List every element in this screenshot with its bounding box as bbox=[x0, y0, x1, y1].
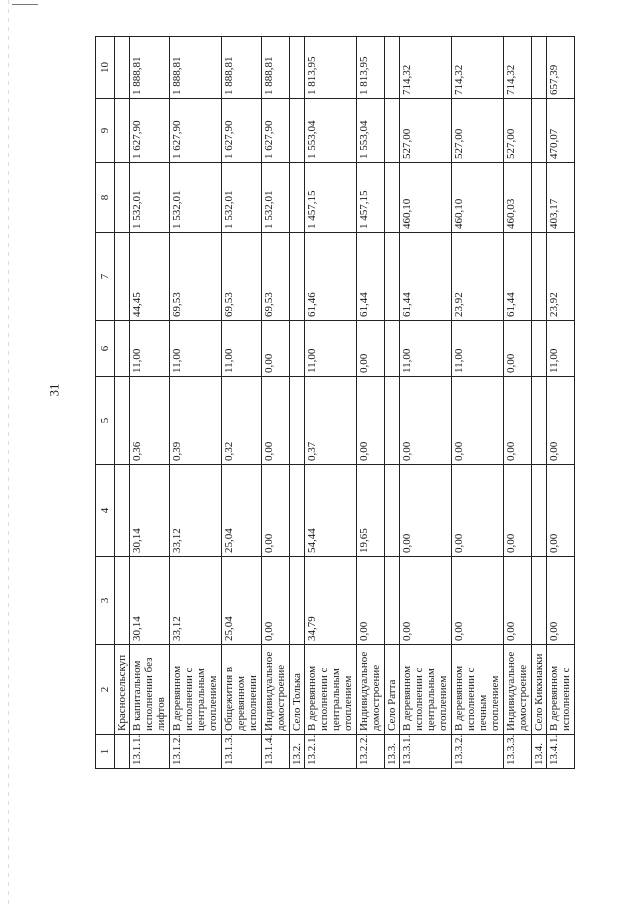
value-cell: 23,92 bbox=[547, 233, 575, 321]
value-cell bbox=[115, 377, 130, 465]
value-cell: 0,00 bbox=[547, 557, 575, 645]
value-cell: 1 888,81 bbox=[222, 37, 262, 99]
value-cell bbox=[289, 377, 304, 465]
value-cell: 0,00 bbox=[547, 377, 575, 465]
row-description-cell: В деревянном исполнении с центральным отоплением bbox=[400, 645, 452, 735]
value-cell: 11,00 bbox=[452, 321, 504, 377]
value-cell: 30,14 bbox=[130, 465, 170, 557]
value-cell: 33,12 bbox=[170, 557, 222, 645]
row-description-cell: Село Киккиакки bbox=[531, 645, 546, 735]
value-cell: 1 532,01 bbox=[222, 163, 262, 233]
value-cell: 470,07 bbox=[547, 99, 575, 163]
value-cell bbox=[384, 163, 399, 233]
value-cell: 460,10 bbox=[400, 163, 452, 233]
table-row bbox=[222, 37, 262, 769]
row-description-cell: Село Ратта bbox=[384, 645, 399, 735]
column-header-3: 3 bbox=[96, 557, 115, 645]
column-header-1: 1 bbox=[96, 735, 115, 769]
value-cell: 0,00 bbox=[504, 321, 532, 377]
value-cell: 0,00 bbox=[400, 557, 452, 645]
value-cell bbox=[531, 233, 546, 321]
value-cell: 0,00 bbox=[504, 377, 532, 465]
value-cell: 61,44 bbox=[504, 233, 532, 321]
value-cell bbox=[531, 163, 546, 233]
row-description-cell: Индивидуальное домостроение bbox=[504, 645, 532, 735]
value-cell: 61,46 bbox=[305, 233, 357, 321]
value-cell bbox=[531, 99, 546, 163]
column-header-10: 10 bbox=[96, 37, 115, 99]
column-header-4: 4 bbox=[96, 465, 115, 557]
table-row bbox=[115, 37, 130, 769]
value-cell: 11,00 bbox=[400, 321, 452, 377]
value-cell bbox=[384, 377, 399, 465]
scan-mark bbox=[12, 4, 38, 5]
value-cell bbox=[115, 465, 130, 557]
value-cell: 25,04 bbox=[222, 465, 262, 557]
value-cell bbox=[384, 99, 399, 163]
value-cell: 1 553,04 bbox=[357, 99, 385, 163]
row-code-cell bbox=[115, 735, 130, 769]
value-cell: 11,00 bbox=[130, 321, 170, 377]
row-code-cell: 13.3.3. bbox=[504, 735, 532, 769]
value-cell: 11,00 bbox=[170, 321, 222, 377]
value-cell: 61,44 bbox=[357, 233, 385, 321]
value-cell: 0,00 bbox=[504, 465, 532, 557]
value-cell bbox=[531, 321, 546, 377]
value-cell: 0,00 bbox=[262, 321, 290, 377]
value-cell: 0,00 bbox=[504, 557, 532, 645]
value-cell: 1 627,90 bbox=[262, 99, 290, 163]
scan-edge bbox=[8, 0, 9, 905]
value-cell: 527,00 bbox=[504, 99, 532, 163]
row-description-cell: Село Толька bbox=[289, 645, 304, 735]
value-cell: 11,00 bbox=[305, 321, 357, 377]
value-cell: 69,53 bbox=[222, 233, 262, 321]
row-code-cell: 13.4.1. bbox=[547, 735, 575, 769]
row-description-cell: Красносельскуп bbox=[115, 645, 130, 735]
column-header-7: 7 bbox=[96, 233, 115, 321]
value-cell: 1 813,95 bbox=[357, 37, 385, 99]
value-cell: 0,00 bbox=[357, 321, 385, 377]
table-row bbox=[289, 37, 304, 769]
table-row bbox=[262, 37, 290, 769]
row-code-cell: 13.1.3. bbox=[222, 735, 262, 769]
value-cell: 0,00 bbox=[400, 465, 452, 557]
value-cell: 460,03 bbox=[504, 163, 532, 233]
value-cell: 657,39 bbox=[547, 37, 575, 99]
value-cell: 527,00 bbox=[400, 99, 452, 163]
row-description-cell: В деревянном исполнении с центральным отоплением bbox=[170, 645, 222, 735]
value-cell: 1 627,90 bbox=[222, 99, 262, 163]
value-cell: 1 457,15 bbox=[357, 163, 385, 233]
value-cell: 0,00 bbox=[400, 377, 452, 465]
row-code-cell: 13.1.2. bbox=[170, 735, 222, 769]
table-row bbox=[305, 37, 357, 769]
row-description-cell: В деревянном исполнении с печным отоплением bbox=[452, 645, 504, 735]
value-cell: 33,12 bbox=[170, 465, 222, 557]
value-cell: 0,00 bbox=[262, 377, 290, 465]
value-cell bbox=[289, 99, 304, 163]
value-cell: 0,00 bbox=[452, 377, 504, 465]
row-description-cell: В капитальном исполнении без лифтов bbox=[130, 645, 170, 735]
value-cell: 527,00 bbox=[452, 99, 504, 163]
table-row bbox=[130, 37, 170, 769]
value-cell: 714,32 bbox=[504, 37, 532, 99]
value-cell: 0,00 bbox=[357, 377, 385, 465]
row-code-cell: 13.3.1. bbox=[400, 735, 452, 769]
value-cell: 0,00 bbox=[357, 557, 385, 645]
value-cell bbox=[289, 321, 304, 377]
page-number: 31 bbox=[46, 383, 62, 397]
value-cell: 714,32 bbox=[400, 37, 452, 99]
value-cell: 69,53 bbox=[170, 233, 222, 321]
row-description-cell: Индивидуальное домостроение bbox=[262, 645, 290, 735]
table-row bbox=[170, 37, 222, 769]
value-cell bbox=[384, 557, 399, 645]
row-description-cell: Индивидуальное домостроение bbox=[357, 645, 385, 735]
row-code-cell: 13.1.4. bbox=[262, 735, 290, 769]
value-cell bbox=[115, 557, 130, 645]
value-cell: 1 532,01 bbox=[130, 163, 170, 233]
row-code-cell: 13.3.2. bbox=[452, 735, 504, 769]
table-row bbox=[531, 37, 546, 769]
value-cell: 0,00 bbox=[452, 557, 504, 645]
value-cell bbox=[531, 557, 546, 645]
column-header-8: 8 bbox=[96, 163, 115, 233]
row-code-cell: 13.3. bbox=[384, 735, 399, 769]
value-cell: 44,45 bbox=[130, 233, 170, 321]
value-cell bbox=[384, 233, 399, 321]
row-description-cell: В деревянном исполнении с bbox=[547, 645, 575, 735]
value-cell bbox=[289, 465, 304, 557]
value-cell bbox=[115, 99, 130, 163]
value-cell: 0,32 bbox=[222, 377, 262, 465]
value-cell bbox=[384, 37, 399, 99]
value-cell: 69,53 bbox=[262, 233, 290, 321]
table-row bbox=[400, 37, 452, 769]
value-cell: 11,00 bbox=[547, 321, 575, 377]
value-cell: 1 532,01 bbox=[262, 163, 290, 233]
value-cell: 1 627,90 bbox=[170, 99, 222, 163]
value-cell: 61,44 bbox=[400, 233, 452, 321]
row-description-cell: Общежития в деревянном исполнении bbox=[222, 645, 262, 735]
value-cell: 714,32 bbox=[452, 37, 504, 99]
column-header-6: 6 bbox=[96, 321, 115, 377]
value-cell: 11,00 bbox=[222, 321, 262, 377]
row-code-cell: 13.4. bbox=[531, 735, 546, 769]
table-row bbox=[452, 37, 504, 769]
row-description-cell: В деревянном исполнении с центральным отоплением bbox=[305, 645, 357, 735]
row-code-cell: 13.2.1. bbox=[305, 735, 357, 769]
rotated-table-area bbox=[95, 37, 575, 769]
value-cell bbox=[531, 465, 546, 557]
value-cell: 460,10 bbox=[452, 163, 504, 233]
row-code-cell: 13.2. bbox=[289, 735, 304, 769]
value-cell bbox=[531, 37, 546, 99]
table-row bbox=[547, 37, 575, 769]
row-code-cell: 13.2.2. bbox=[357, 735, 385, 769]
value-cell bbox=[384, 465, 399, 557]
value-cell bbox=[289, 557, 304, 645]
value-cell: 23,92 bbox=[452, 233, 504, 321]
row-code-cell: 13.1.1. bbox=[130, 735, 170, 769]
tariff-table bbox=[95, 36, 575, 769]
table-row bbox=[504, 37, 532, 769]
value-cell: 0,00 bbox=[547, 465, 575, 557]
value-cell: 0,37 bbox=[305, 377, 357, 465]
value-cell: 30,14 bbox=[130, 557, 170, 645]
value-cell: 1 888,81 bbox=[130, 37, 170, 99]
value-cell: 0,00 bbox=[262, 557, 290, 645]
rotated-table-container bbox=[95, 37, 575, 769]
value-cell bbox=[115, 321, 130, 377]
value-cell: 34,79 bbox=[305, 557, 357, 645]
value-cell: 1 553,04 bbox=[305, 99, 357, 163]
value-cell bbox=[384, 321, 399, 377]
value-cell bbox=[115, 163, 130, 233]
value-cell: 1 888,81 bbox=[170, 37, 222, 99]
value-cell: 0,00 bbox=[262, 465, 290, 557]
value-cell bbox=[289, 37, 304, 99]
value-cell bbox=[531, 377, 546, 465]
table-header-row bbox=[96, 37, 115, 769]
value-cell bbox=[115, 233, 130, 321]
value-cell: 1 813,95 bbox=[305, 37, 357, 99]
column-header-2: 2 bbox=[96, 645, 115, 735]
value-cell: 25,04 bbox=[222, 557, 262, 645]
column-header-5: 5 bbox=[96, 377, 115, 465]
table-row bbox=[357, 37, 385, 769]
value-cell bbox=[115, 37, 130, 99]
table-row bbox=[384, 37, 399, 769]
column-header-9: 9 bbox=[96, 99, 115, 163]
value-cell: 403,17 bbox=[547, 163, 575, 233]
value-cell bbox=[289, 163, 304, 233]
value-cell: 1 457,15 bbox=[305, 163, 357, 233]
value-cell bbox=[289, 233, 304, 321]
value-cell: 54,44 bbox=[305, 465, 357, 557]
value-cell: 0,36 bbox=[130, 377, 170, 465]
value-cell: 19,65 bbox=[357, 465, 385, 557]
value-cell: 0,00 bbox=[452, 465, 504, 557]
value-cell: 1 888,81 bbox=[262, 37, 290, 99]
value-cell: 1 532,01 bbox=[170, 163, 222, 233]
value-cell: 0,39 bbox=[170, 377, 222, 465]
value-cell: 1 627,90 bbox=[130, 99, 170, 163]
